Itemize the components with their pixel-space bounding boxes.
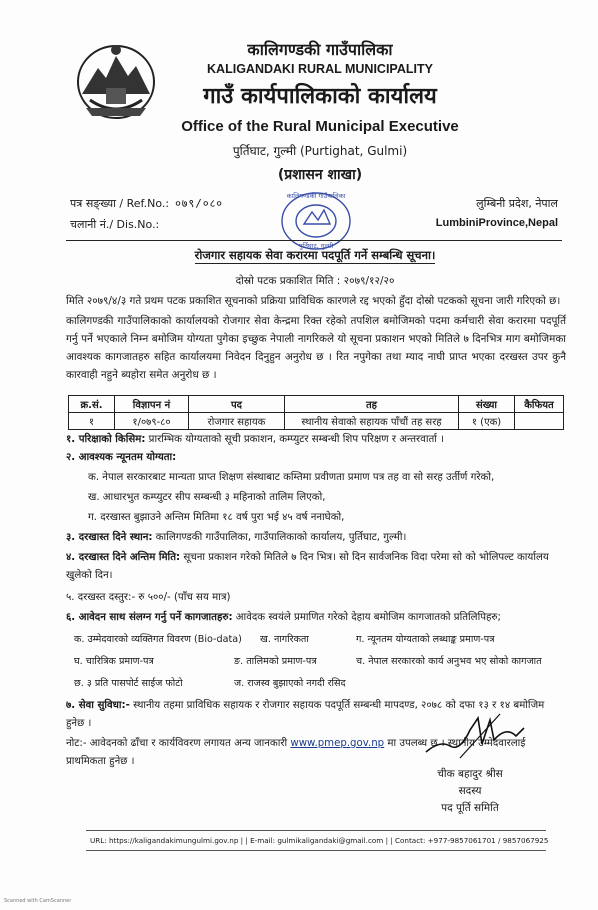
table-row — [69, 413, 564, 430]
col-level: तह — [285, 396, 459, 413]
qualification-item: क. नेपाल सरकारबाट मान्यता प्राप्त शिक्षण संस्थाबाट कम्तिमा प्रवीणता प्रमाण पत्र तह वा सो सरह उर्तीर्ण गरेको, — [88, 472, 495, 483]
place-text: कालिगण्डकी गाउँपालिका, गाउँपालिकाको कार्यालय, पुर्तिघाट, गुल्मी। — [155, 532, 407, 543]
signer-name: चीक बहादुर श्रीस — [437, 768, 503, 780]
signer-role: सदस्य — [458, 785, 482, 797]
province-np: लुम्बिनी प्रदेश, नेपाल — [476, 197, 558, 210]
qual-label: २. आवश्यक न्यूनतम योग्यता: — [66, 452, 177, 463]
col-remarks: कैफियत — [515, 396, 564, 413]
cell-post: रोजगार सहायक — [189, 413, 285, 430]
qualification-label — [66, 450, 566, 466]
cell-level: स्थानीय सेवाको सहायक पाँचौं तह सरह — [285, 413, 459, 430]
document-item: ङ. तालिमको प्रमाण-पत्र — [234, 656, 317, 667]
deadline-label: ४. दरखास्त दिने अन्तिम मिति: — [66, 552, 181, 563]
place-label: ३. दरखास्त दिने स्थान: — [66, 532, 153, 543]
document-item: ग. न्यूनतम योग्यताको लब्धाङ्क प्रमाण-पत्र — [356, 634, 495, 645]
deadline-continued: खुलेको दिन। — [66, 570, 113, 581]
office-stamp — [272, 184, 360, 258]
footer-divider-top — [86, 830, 546, 831]
deadline-text: सूचना प्रकाशन गरेको मितिले ७ दिन भित्र। सो दिन सार्वजनिक विदा परेमा सो को भोलिपल्ट कार्यालय — [183, 552, 549, 563]
municipality-name-en: KALIGANDAKI RURAL MUNICIPALITY — [207, 62, 433, 76]
footer-divider-bottom — [86, 850, 546, 851]
footer-contact: URL: https://kaligandakimungulmi.gov.np | | E-mail: gulmikaligandaki@gmail.com | | Contact: +977-9857061701 / 9857067925 — [90, 836, 549, 845]
stamp-text-top: कालिगण्डकी गाउँपालिका — [286, 192, 346, 200]
scanner-watermark: Scanned with CamScanner — [4, 898, 72, 904]
exam-label: १. परिक्षाको किसिम: — [66, 434, 146, 445]
notice-subject — [70, 248, 560, 263]
required-documents — [66, 610, 566, 626]
qualification-item: ख. आधारभुत कम्प्युटर सीप सम्बन्धी ३ महिनाको तालिम लिएको, — [88, 492, 326, 503]
qualification-item: ग. दरखास्त बुझाउने अन्तिम मितिमा १८ वर्ष पुरा भई ४५ वर्ष ननाघेको, — [88, 512, 345, 523]
table-header-row — [69, 396, 564, 413]
ref-value: ०७९/०८० — [175, 197, 224, 210]
ref-label: पत्र सङ्ख्या / Ref.No.: — [70, 197, 170, 210]
facility-text: स्थानीय तहमा प्राविधिक सहायक र रोजगार सहायक पदपूर्ति सम्बन्धी मापदण्ड, २०७८ को दफा १३ र १४ बमोजिम — [133, 700, 545, 711]
reference-number — [70, 196, 223, 211]
subject-text: रोजगार सहायक सेवा करारमा पदपूर्ति गर्ने सम्बन्धि सूचना। — [194, 248, 436, 262]
office-title-en: Office of the Rural Municipal Executive — [181, 118, 459, 135]
facility-continued: हुनेछ । — [66, 718, 92, 729]
dispatch-number-label: चलानी नं./ Dis.No.: — [70, 218, 160, 231]
facility-label: ७. सेवा सुविधा:- — [66, 700, 130, 711]
notice-intro-paragraph: मिति २०७९/४/३ गते प्रथम पटक प्रकाशित सूचनाको प्रक्रिया प्राविधिक कारणले रद्द भएको हुँदा दोस्रो पटकको सूचना जारी गरिएको छ। — [66, 295, 561, 307]
office-location: पुर्तिघाट, गुल्मी (Purtighat, Gulmi) — [232, 144, 408, 158]
signer-committee: पद पूर्ति समिति — [441, 802, 499, 814]
vacancy-table — [68, 395, 564, 430]
document-item: घ. चारित्रिक प्रमाण-पत्र — [74, 656, 154, 667]
col-sn: क्र.सं. — [69, 396, 115, 413]
republish-date: दोस्रो पटक प्रकाशित मिति : २०७९/१२/२० — [235, 275, 395, 287]
branch-name: (प्रशासन शाखा) — [277, 167, 363, 183]
document-item: छ. ३ प्रति पासपोर्ट साईज फोटो — [74, 678, 183, 689]
col-ad-no: विज्ञापन नं — [115, 396, 189, 413]
application-fee: ५. दरखस्त दस्तुर:- रु ५००/- (पाँच सय मात्र) — [66, 592, 231, 603]
col-count: संख्या — [459, 396, 515, 413]
cell-ad-no: १/०७९-८० — [115, 413, 189, 430]
docs-text: आवेदक स्वयंले प्रमाणित गरेको देहाय बमोजिम कागजातको प्रतिलिपिहरु; — [235, 612, 501, 623]
note-continued: प्राथमिकता हुनेछ । — [66, 756, 135, 767]
exam-type — [66, 432, 566, 448]
office-title-np: गाउँ कार्यपालिकाको कार्यालय — [203, 84, 437, 109]
province-en: LumbiniProvince,Nepal — [435, 217, 558, 229]
note-suffix: मा उपलब्ध छ । स्थानीय उम्मेदवारलाई — [387, 738, 526, 749]
document-item: क. उम्मेदवारको व्यक्तिगत विवरण (Bio-data) — [74, 634, 242, 645]
exam-text: प्रारम्भिक योग्यताको सूची प्रकाशन, कम्प्युटर सम्बन्धी शिप परिक्षण र अन्तरवार्ता । — [148, 434, 445, 445]
cell-sn: १ — [69, 413, 115, 430]
notice-body-paragraph: कालिगण्डकी गाउँपालिकाको कार्यालयको रोजगार सेवा केन्द्रमा रिक्त रहेको तपशिल बमोजिमको पदमा कर्मचारी सेवा करारमा पदपूर्ति गर्नु पर्ने भएकाले निम्न बमोजिम योग्यता पुगेका इच्छुक नेपाली नागरिकले यो सूचना प्रकाशन भएको मितिले ७ दिनभित्र माग बमोजिमका आवश्यक कागजातहरु सहित कार्यालयमा निवेदन दिनुहुन अनुरोध छ । रित नपुगेका तथा म्याद नाघी प्राप्त भएका दरखस्त उपर कुनै कारवाही नहुने ब्यहोरा समेत अनुरोध छ । — [66, 315, 566, 381]
cell-count: १ (एक) — [459, 413, 515, 430]
stamp-text-bottom: पुर्तिघाट, गुल्मी — [298, 242, 334, 250]
note-prefix: नोट:- आवेदनको ढाँचा र कार्यविवरण लगायत अन्य जानकारी — [66, 738, 288, 749]
document-item: ख. नागरिकता — [260, 634, 309, 645]
application-place — [66, 530, 566, 546]
municipality-name-np: कालिगण्डकी गाउँपालिका — [247, 40, 393, 59]
signature — [420, 700, 530, 764]
document-item: च. नेपाल सरकारको कार्य अनुभव भए सोको कागजात — [356, 656, 542, 667]
nepal-emblem-icon — [72, 38, 160, 122]
col-post: पद — [189, 396, 285, 413]
docs-label: ६. आवेदन साथ संलग्न गर्नु पर्ने कागजातहरु: — [66, 612, 233, 623]
cell-remarks — [515, 413, 564, 430]
document-item: ज. राजस्व बुझाएको नगदी रसिद — [234, 678, 346, 689]
header-divider — [66, 240, 562, 241]
application-deadline — [66, 550, 566, 566]
website-link[interactable]: www.pmep.gov.np — [290, 738, 385, 749]
